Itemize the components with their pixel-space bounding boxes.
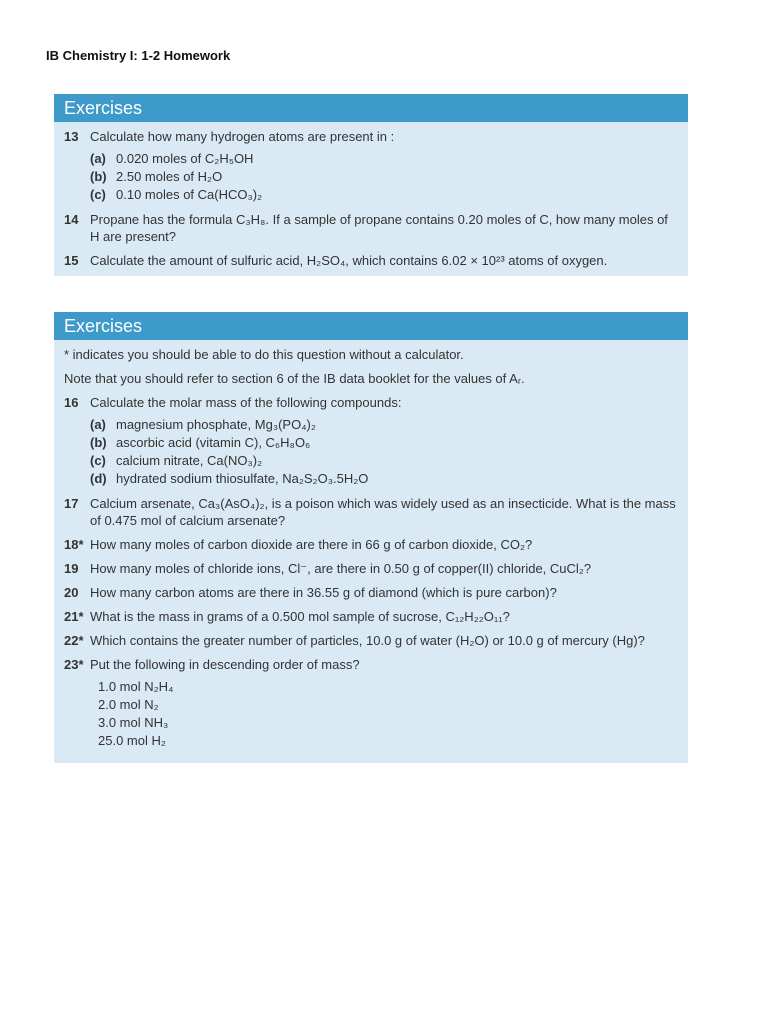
question-number: 16 — [64, 395, 79, 410]
calculator-note: * indicates you should be able to do this question without a calculator. — [64, 347, 464, 362]
question-15 — [64, 252, 678, 269]
question-text: Put the following in descending order of mass? — [90, 657, 360, 672]
question-20 — [64, 584, 678, 601]
question-14 — [64, 211, 678, 245]
question-text: Calculate the amount of sulfuric acid, H₂SO₄, which contains 6.02 × 10²³ atoms of oxygen. — [90, 253, 608, 268]
part-text: 0.10 moles of Ca(HCO₃)₂ — [116, 187, 263, 202]
question-23 — [64, 656, 678, 673]
question-number: 20 — [64, 585, 79, 600]
question-number: 13 — [64, 129, 79, 144]
part-label: (a) — [90, 417, 106, 432]
question-text: How many carbon atoms are there in 36.55 g of diamond (which is pure carbon)? — [90, 585, 557, 600]
question-23-items — [98, 678, 678, 750]
question-part — [90, 150, 678, 168]
question-text: Which contains the greater number of particles, 10.0 g of water (H₂O) or 10.0 g of mercury (Hg)? — [90, 633, 645, 648]
exercises-box-1 — [54, 94, 688, 276]
part-label: (d) — [90, 471, 107, 486]
part-text: magnesium phosphate, Mg₃(PO₄)₂ — [116, 417, 316, 432]
question-13-parts — [90, 150, 678, 204]
exercises-header: Exercises — [54, 312, 688, 340]
data-booklet-note: Note that you should refer to section 6 of the IB data booklet for the values of Aᵣ. — [64, 371, 525, 386]
question-number: 22* — [64, 633, 84, 648]
question-number: 15 — [64, 253, 79, 268]
list-item: 1.0 mol N₂H₄ — [98, 679, 174, 694]
question-number: 23* — [64, 657, 84, 672]
exercises-header: Exercises — [54, 94, 688, 122]
question-text: Calcium arsenate, Ca₃(AsO₄)₂, is a poison which was widely used as an insecticide. What is the mass of 0.475 mol of calcium arsenate? — [90, 496, 676, 528]
question-22 — [64, 632, 678, 649]
question-21 — [64, 608, 678, 625]
part-text: calcium nitrate, Ca(NO₃)₂ — [116, 453, 263, 468]
question-part — [90, 434, 678, 452]
part-text: 2.50 moles of H₂O — [116, 169, 223, 184]
exercises-box-2 — [54, 312, 688, 763]
page-title: IB Chemistry I: 1-2 Homework — [46, 48, 231, 63]
question-text: Propane has the formula C₃H₈. If a sample of propane contains 0.20 moles of C, how many moles of H are present? — [90, 212, 668, 244]
part-label: (b) — [90, 435, 107, 450]
question-part — [90, 416, 678, 434]
question-part — [90, 452, 678, 470]
question-number: 21* — [64, 609, 84, 624]
question-13 — [64, 128, 678, 145]
question-text: What is the mass in grams of a 0.500 mol sample of sucrose, C₁₂H₂₂O₁₁? — [90, 609, 510, 624]
question-text: How many moles of carbon dioxide are there in 66 g of carbon dioxide, CO₂? — [90, 537, 533, 552]
part-text: hydrated sodium thiosulfate, Na₂S₂O₃.5H₂O — [116, 471, 369, 486]
question-17 — [64, 495, 678, 529]
question-part — [90, 470, 678, 488]
question-16 — [64, 394, 678, 411]
question-19 — [64, 560, 678, 577]
question-text: Calculate the molar mass of the following compounds: — [90, 395, 402, 410]
question-16-parts — [90, 416, 678, 488]
question-number: 19 — [64, 561, 79, 576]
question-text: How many moles of chloride ions, Cl⁻, are there in 0.50 g of copper(II) chloride, CuCl₂? — [90, 561, 592, 576]
part-label: (b) — [90, 169, 107, 184]
question-number: 18* — [64, 537, 84, 552]
part-text: 0.020 moles of C₂H₅OH — [116, 151, 254, 166]
part-label: (c) — [90, 187, 106, 202]
question-number: 17 — [64, 496, 79, 511]
question-part — [90, 186, 678, 204]
question-part — [90, 168, 678, 186]
part-text: ascorbic acid (vitamin C), C₆H₈O₆ — [116, 435, 311, 450]
part-label: (a) — [90, 151, 106, 166]
list-item: 2.0 mol N₂ — [98, 697, 159, 712]
part-label: (c) — [90, 453, 106, 468]
list-item: 3.0 mol NH₃ — [98, 715, 169, 730]
question-text: Calculate how many hydrogen atoms are present in : — [90, 129, 395, 144]
question-number: 14 — [64, 212, 79, 227]
question-18 — [64, 536, 678, 553]
list-item: 25.0 mol H₂ — [98, 733, 166, 748]
